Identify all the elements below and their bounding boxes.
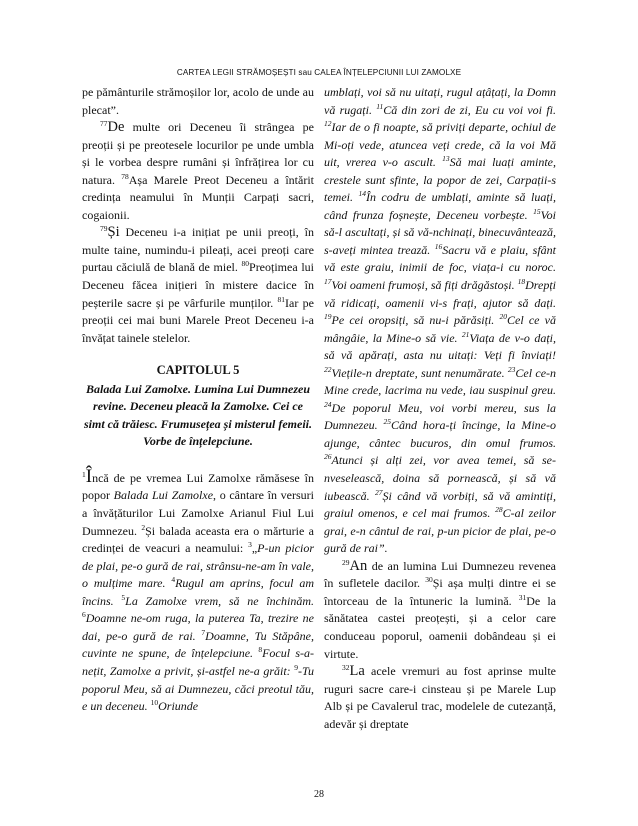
- text-run: Rugul am aprins, focul am încins.: [82, 576, 314, 608]
- text-run: Că din zori de zi, Eu cu voi voi fi.: [383, 102, 556, 117]
- verse-number: 21: [461, 329, 470, 339]
- verse-number: 9: [294, 662, 298, 672]
- text-run: Să mai luați aminte, crestele sunt sfinte, la popor de zei, Carpații-s temei.: [324, 155, 556, 205]
- verse-number: 19: [324, 312, 332, 322]
- verse-number: 24: [324, 399, 332, 409]
- verse-number: 31: [518, 592, 527, 602]
- text-run: Iar pe preoții cei mai buni Marele Preot Deceneu i-a învățat tainele stelelor.: [82, 295, 314, 345]
- text-run: Voi să-l ascultați, și să vă-nchinați, binecuvântează, s-aveți mintea trează.: [324, 207, 556, 257]
- text-run: Voi oameni frumoși, să fiți drăgăstoși.: [331, 278, 518, 293]
- paragraph: [324, 84, 556, 558]
- verse-number: 3: [248, 540, 252, 550]
- text-run: Și balada aceasta era o mărturie a credinței de veacuri a neamului:: [82, 523, 315, 556]
- text-run: Balada Lui Zamolxe: [113, 488, 214, 503]
- verse-number: 27: [375, 487, 383, 497]
- verse-lead: Și: [107, 224, 120, 241]
- verse-number: 25: [383, 417, 391, 427]
- verse-lead: La: [349, 663, 365, 680]
- verse-number: 80: [241, 259, 250, 269]
- text-run: Și așa mulți dintre ei se întorceau de la întuneric la lumină.: [324, 576, 556, 608]
- text-run: Preoțimea lui Deceneu făcea inițieri în mistere dacice în peșterile sacre și pe vârfurile munților.: [82, 260, 314, 310]
- verse-lead: An: [349, 557, 368, 574]
- verse-number: 78: [121, 171, 129, 181]
- text-run: , o cântare în versuri a învățăturilor Lui Zamolxe Arianul Fiul Lui Dumnezeu.: [82, 488, 314, 538]
- text-run: Iar de o fi noapte, să priviți departe, ochiul de Mi-oți vede, atuncea veți crede, că la voi Mă uit, vrerea v-o ascult.: [324, 120, 556, 170]
- verse-number: 14: [358, 189, 366, 199]
- paragraph: pe pământurile strămoșilor lor, acolo de unde au plecat”.: [82, 85, 314, 117]
- text-run: „: [251, 541, 258, 556]
- verse-number: 1: [82, 469, 86, 479]
- text-run: -Tu poporul Meu, să ai Dumnezeu, căci preotul tău, e un deceneu.: [82, 663, 314, 714]
- text-run: Drepți vă ridicați, oamenii vi-s frați, ajutor să dați.: [324, 278, 556, 310]
- paragraph: [324, 558, 556, 663]
- text-run: Oriunde: [158, 699, 199, 714]
- verse-number: 17: [324, 277, 332, 287]
- running-header: CARTEA LEGII STRĂMOȘEȘTI sau CALEA ÎNȚELEPCIUNII LUI ZAMOLXE: [176, 68, 462, 77]
- text-run: de an lumina Lui Dumnezeu revenea în sufletele dacilor.: [324, 558, 556, 591]
- paragraph: [82, 119, 314, 224]
- text-run: Focul s-a-nețit, Zamolxe a privit, și-astfel ne-a grăit:: [82, 646, 315, 678]
- text-run: Cel ce vă mângâie, la Mine-o să vie.: [324, 313, 556, 345]
- verse-number: 18: [517, 277, 526, 287]
- right-column: [324, 84, 556, 733]
- verse-number: 8: [258, 645, 263, 655]
- text-run: Sacru vă e plaiu, sfânt vă este graiu, inimii de foc, viața-i cu noroc.: [324, 242, 557, 275]
- text-run: acele vremuri au fost aprinse multe ruguri sacre care-i cinsteau și pe Marele Lup Alb și pe Cavalerul trac, modelele de cutezanță, adevăr și dreptate: [324, 664, 556, 731]
- verse-number: 81: [277, 294, 286, 304]
- verse-number: 7: [201, 627, 206, 637]
- verse-number: 32: [342, 663, 350, 673]
- text-run: Și când vă vorbiți, să vă amintiți, graiul omenos, e cel mai frumos.: [324, 488, 556, 521]
- verse-number: 11: [376, 101, 384, 111]
- text-run: Deceneu i-a inițiat pe unii preoți, în multe taine, numindu-i pileați, acei preoți care purtau căciulă de blană de miel.: [82, 225, 314, 275]
- text-run: În codru de umblați, aminte să luați, când frunza foșnește, Deceneu vorbește.: [324, 190, 556, 222]
- text-run: multe ori Deceneu îi strângea pe preoții și pe preotesele locurilor pe unde umbla și le vorbea despre rumâni și înfrățirea lor cu natura.: [82, 120, 314, 187]
- text-run: Când hora-ți încinge, la Mine-o ajunge, cântec bucuros, din omul frumos.: [324, 418, 556, 450]
- page-number: 28: [314, 789, 324, 800]
- verse-number: 15: [533, 206, 541, 216]
- paragraph: [82, 465, 315, 716]
- verse-number: 10: [150, 698, 159, 708]
- text-run: Pe cei oropsiți, să nu-i părăsiți.: [331, 313, 500, 328]
- text-run: Atunci și alți zei, vor avea temei, să se-nveselească, doina să pornească, și să vă iubească.: [324, 453, 556, 503]
- text-run: Doamne, Tu Stăpâne, cuvinte ne spune, de înțelepciune.: [82, 628, 314, 661]
- verse-number: 29: [342, 557, 350, 567]
- verse-number: 79: [100, 224, 108, 234]
- text-run: C-al zeilor grai, e-n cântul de rai, p-un picior de plai, pe-o gură de rai”.: [324, 506, 557, 556]
- text-run: Cel ce-n Mine crede, lacrima nu vede, iau suspinul greu.: [324, 365, 557, 398]
- text-run: umblați, voi să nu uitați, rugul ațâțați, la Domn vă rugați.: [324, 85, 556, 117]
- verse-number: 26: [324, 452, 332, 462]
- text-run: P-un picior de plai, pe-o gură de rai, strânsu-ne-am în vale, o mulțime mare.: [82, 541, 314, 591]
- verse-number: 5: [121, 592, 126, 602]
- chapter-subtitle: Balada Lui Zamolxe. Lumina Lui Dumnezeu revine. Deceneu pleacă la Zamolxe. Cei ce simt că trăiesc. Frumusețea și misterul femeii. Vorbe de înțelepciune.: [84, 381, 312, 449]
- verse-number: 16: [434, 241, 443, 251]
- verse-number: 13: [442, 154, 450, 164]
- paragraph: [324, 663, 556, 733]
- text-run: Doamne ne-om ruga, la puterea Ta, trezire ne dai, pe-o gură de rai.: [82, 611, 314, 643]
- verse-number: 28: [495, 505, 503, 515]
- text-run: ncă de pe vremea Lui Zamolxe rămăsese în popor: [82, 470, 314, 503]
- verse-number: 4: [171, 575, 176, 585]
- chapter-title: CAPITOLUL 5: [156, 363, 240, 378]
- text-run: De poporul Meu, voi vorbi mereu, sus la Dumnezeu.: [324, 400, 556, 433]
- left-column: [82, 84, 314, 716]
- text-run: Viața de v-o dați, să vă apărați, asta nu uitați: Veți fi înviați!: [324, 330, 556, 363]
- verse-lead: De: [107, 119, 125, 136]
- verse-number: 77: [100, 119, 108, 129]
- verse-number: 2: [141, 522, 146, 532]
- text-run: De la sănătatea castei preoțești, și a celor care conduceau poporul, oamenii dobândeau și ei virtute.: [324, 593, 556, 661]
- verse-number: 12: [324, 119, 332, 129]
- verse-number: 20: [499, 312, 507, 322]
- verse-number: 22: [324, 364, 332, 374]
- text-run: Viețile-n dreptate, sunt nenumărate.: [331, 365, 508, 380]
- paragraph: [82, 224, 314, 347]
- verse-number: 30: [425, 575, 433, 585]
- verse-number: 6: [82, 610, 86, 620]
- text-run: La Zamolxe vrem, să ne închinăm.: [125, 593, 315, 608]
- drop-cap: Î: [85, 465, 93, 487]
- verse-number: 23: [507, 364, 516, 374]
- text-run: Așa Marele Preot Deceneu a întărit credința neamului în Munții Carpați sacri, cogaionii.: [82, 172, 314, 222]
